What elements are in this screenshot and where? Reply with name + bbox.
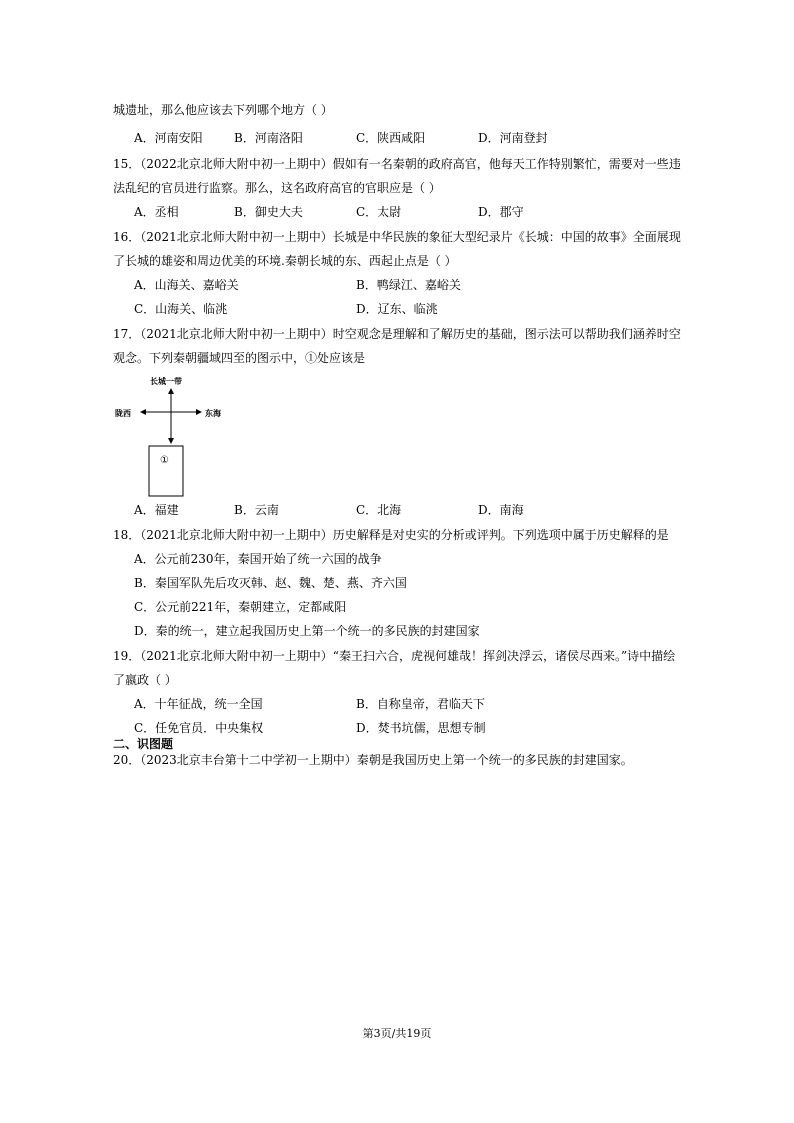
q17-stem-line2: 观念。下列秦朝疆域四至的图示中，①处应该是 bbox=[113, 351, 366, 365]
q14-option-c: C．陕西咸阳 bbox=[356, 131, 426, 145]
diagram-box-label: ① bbox=[160, 455, 169, 466]
q15-option-a: A．丞相 bbox=[134, 205, 179, 219]
q17-option-b: B．云南 bbox=[234, 503, 279, 517]
q19-stem-line1: 19．（2021北京北师大附中初一上期中）“秦王扫六合，虎视何雄哉！挥剑决浮云，诸侯尽西来。”诗中描绘 bbox=[113, 649, 676, 663]
q19-stem-line2: 了嬴政（ ） bbox=[113, 673, 177, 687]
q16-option-a: A．山海关、嘉峪关 bbox=[134, 278, 239, 292]
south-box bbox=[149, 446, 183, 496]
q19-option-c: C．任免官员．中央集权 bbox=[134, 721, 264, 735]
page-number: 第3页/共19页 bbox=[362, 1027, 432, 1040]
q17-option-c: C．北海 bbox=[356, 503, 402, 517]
diagram-label-north: 长城一带 bbox=[150, 377, 182, 386]
diagram-label-east: 东海 bbox=[205, 409, 221, 418]
q17-stem-line1: 17．（2021北京北师大附中初一上期中）时空观念是理解和了解历史的基础，图示法可以帮助我们涵养时空 bbox=[113, 327, 681, 341]
section-heading: 二、识图题 bbox=[113, 737, 174, 751]
q14-stem-tail: 城遗址，那么他应该去下列哪个地方（ ） bbox=[113, 103, 333, 117]
q16-option-b: B．鸭绿江、嘉峪关 bbox=[356, 278, 461, 292]
q15-stem-line2: 法乱纪的官员进行监察。那么，这名政府高官的官职应是（ ） bbox=[113, 181, 441, 195]
q18-option-b: B．秦国军队先后攻灭韩、赵、魏、楚、燕、齐六国 bbox=[134, 576, 407, 590]
q18-option-a: A．公元前230年，秦国开始了统一六国的战争 bbox=[134, 552, 382, 566]
q14-option-b: B．河南洛阳 bbox=[234, 131, 303, 145]
q16-stem-line1: 16．（2021北京北师大附中初一上期中）长城是中华民族的象征大型纪录片《长城：中国的故事》全面展现 bbox=[113, 230, 681, 244]
q16-option-d: D．辽东、临洮 bbox=[356, 302, 438, 316]
q15-stem-line1: 15．（2022北京北师大附中初一上期中）假如有一名秦朝的政府高官，他每天工作特别繁忙，需要对一些违 bbox=[113, 157, 681, 171]
q14-option-a: A．河南安阳 bbox=[134, 131, 203, 145]
diagram-label-west: 陇西 bbox=[115, 409, 131, 418]
q15-option-d: D．郡守 bbox=[478, 205, 524, 219]
q19-option-d: D．焚书坑儒，思想专制 bbox=[356, 721, 486, 735]
q18-option-c: C．公元前221年，秦朝建立，定都咸阳 bbox=[134, 600, 347, 614]
q16-option-c: C．山海关、临洮 bbox=[134, 302, 228, 316]
q18-stem: 18．（2021北京北师大附中初一上期中）历史解释是对史实的分析或评判。下列选项中属于历史解释的是 bbox=[113, 528, 669, 542]
qin-territory-diagram bbox=[110, 372, 240, 502]
q14-option-d: D．河南登封 bbox=[478, 131, 548, 145]
q16-stem-line2: 了长城的雄姿和周边优美的环境.秦朝长城的东、西起止点是（ ） bbox=[113, 254, 457, 268]
q19-option-a: A．十年征战，统一全国 bbox=[134, 697, 263, 711]
q15-option-b: B．御史大夫 bbox=[234, 205, 303, 219]
q19-option-b: B．自称皇帝，君临天下 bbox=[356, 697, 485, 711]
q17-option-a: A．福建 bbox=[134, 503, 179, 517]
q20-stem: 20．（2023北京丰台第十二中学初一上期中）秦朝是我国历史上第一个统一的多民族的封建国家。 bbox=[113, 753, 633, 767]
q17-option-d: D．南海 bbox=[478, 503, 524, 517]
q15-option-c: C．太尉 bbox=[356, 205, 402, 219]
q18-option-d: D．秦的统一，建立起我国历史上第一个统一的多民族的封建国家 bbox=[134, 624, 480, 638]
